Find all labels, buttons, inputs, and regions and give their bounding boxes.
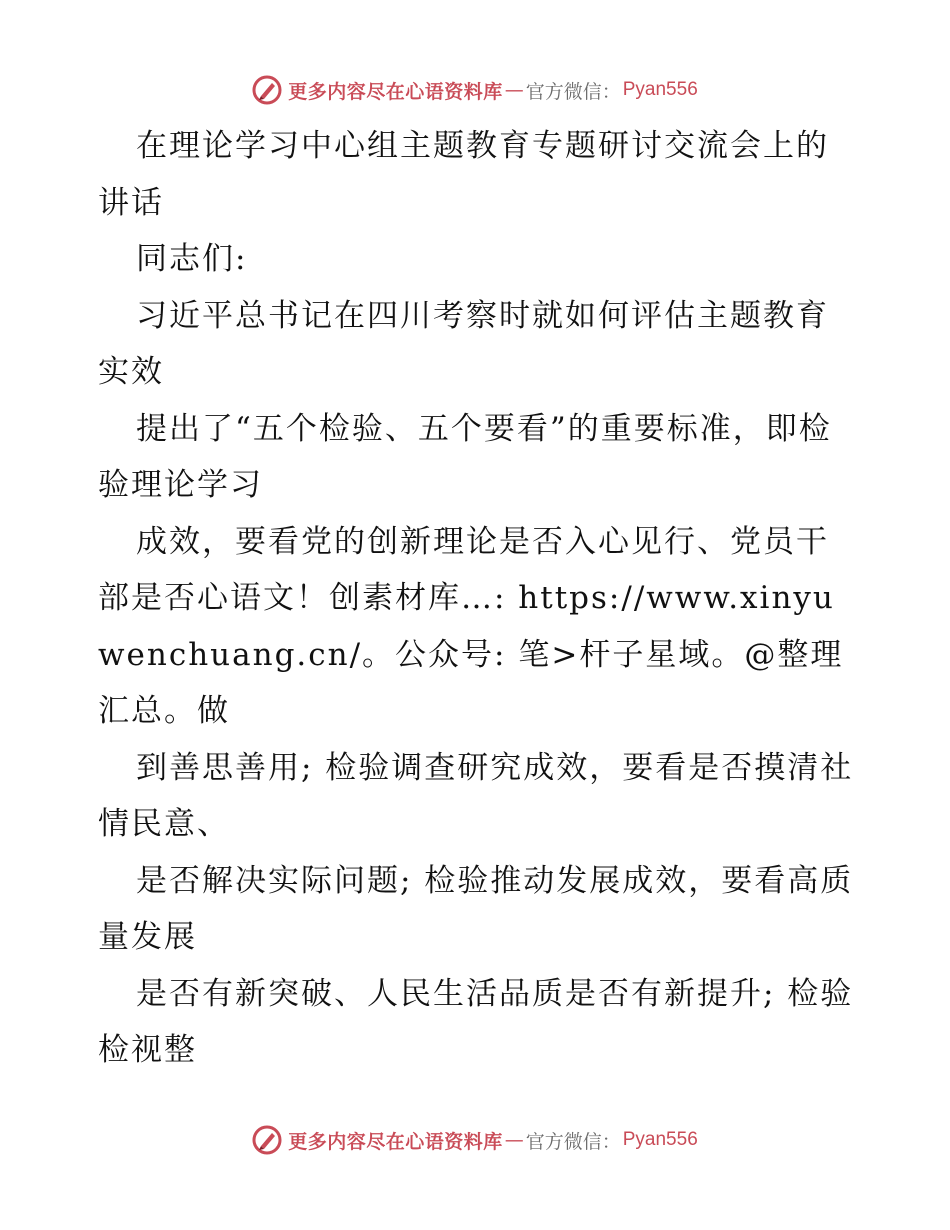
paragraph: 是否有新突破、人民生活品质是否有新提升; 检验检视整: [98, 975, 854, 1068]
banner-dash: —: [504, 1129, 524, 1151]
banner-site-text: 更多内容尽在心语资料库: [288, 80, 503, 103]
banner-wechat-label: 官方微信：: [525, 80, 621, 103]
footer-watermark-banner: [0, 1120, 950, 1160]
pen-logo-icon: [252, 75, 282, 105]
document-body: [98, 118, 858, 1079]
paragraph: 习近平总书记在四川考察时就如何评估主题教育实效: [98, 297, 829, 390]
banner-wechat-id: Pyan556: [622, 1129, 698, 1150]
paragraph: 到善思善用; 检验调查研究成效，要看是否摸清社情民意、: [98, 749, 854, 842]
banner-dash: —: [504, 79, 524, 101]
banner-site-text: 更多内容尽在心语资料库: [288, 1130, 503, 1153]
paragraph: 成效，要看党的创新理论是否入心见行、党员干部是否心语文！创素材库…: https://www.xinyuwenchuang.cn/。公众号: 笔>杆子星域。@整理汇总。做: [98, 523, 844, 729]
paragraph: 是否解决实际问题; 检验推动发展成效，要看高质量发展: [98, 862, 854, 955]
paragraph-title: 在理论学习中心组主题教育专题研讨交流会上的讲话: [98, 128, 829, 221]
pen-logo-icon: [252, 1125, 282, 1155]
paragraph: 提出了“五个检验、五个要看”的重要标准，即检验理论学习: [98, 410, 832, 503]
banner-wechat-id: Pyan556: [622, 79, 698, 100]
paragraph-salutation: 同志们:: [136, 241, 248, 277]
banner-wechat-label: 官方微信：: [525, 1130, 621, 1153]
header-watermark-banner: [0, 70, 950, 110]
